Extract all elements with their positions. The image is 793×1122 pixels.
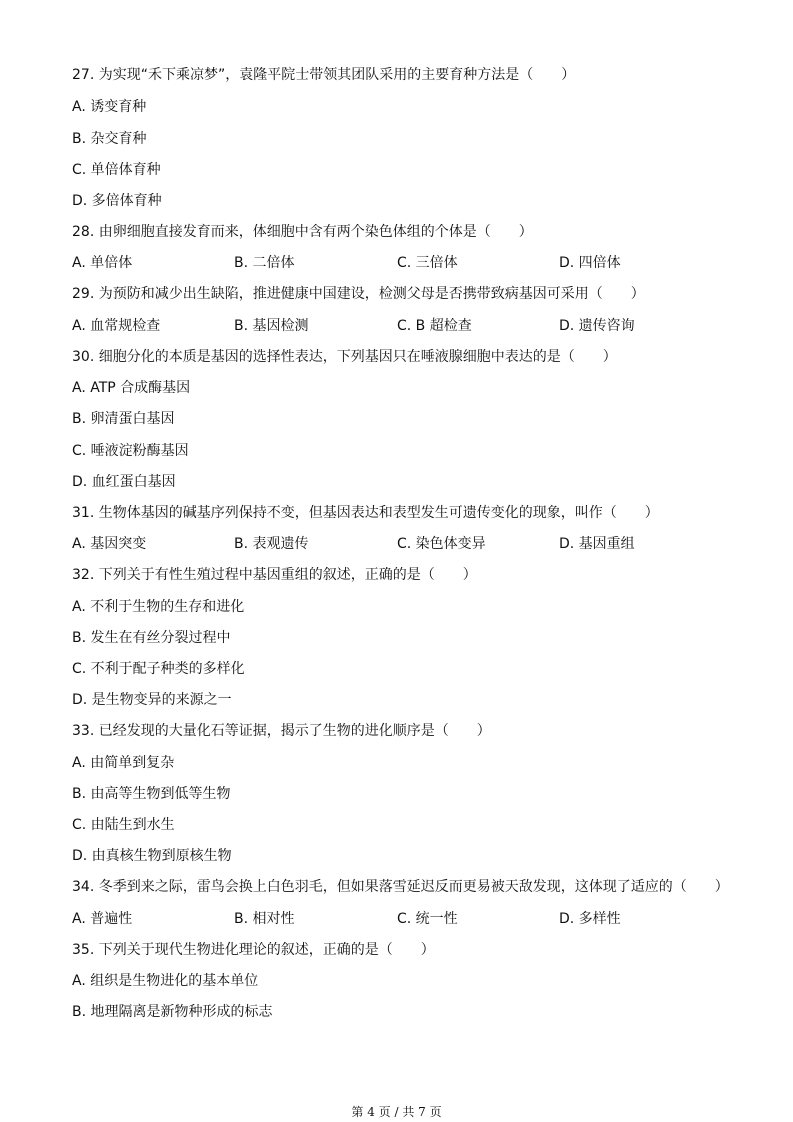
question-27-stem: 27. 为实现“禾下乘凉梦”，袁隆平院士带领其团队采用的主要育种方法是（ ）: [72, 67, 576, 83]
question-27-option-c: C. 单倍体育种: [72, 162, 161, 178]
question-33-option-a: A. 由简单到复杂: [72, 755, 175, 771]
question-34-option-d: D. 多样性: [559, 911, 621, 927]
question-29-option-b: B. 基因检测: [234, 318, 309, 334]
question-30-option-a: A. ATP 合成酶基因: [72, 380, 191, 396]
question-33-option-d: D. 由真核生物到原核生物: [72, 848, 232, 864]
question-31-option-a: A. 基因突变: [72, 536, 147, 552]
question-27-option-b: B. 杂交育种: [72, 131, 147, 147]
question-34-stem: 34. 冬季到来之际，雷鸟会换上白色羽毛，但如果落雪延迟反而更易被天敌发现，这体现了适应的（ ）: [72, 879, 729, 895]
question-32-option-c: C. 不利于配子种类的多样化: [72, 661, 245, 677]
question-28-option-c: C. 三倍体: [397, 255, 458, 271]
question-28-option-d: D. 四倍体: [559, 255, 621, 271]
question-34-option-a: A. 普遍性: [72, 911, 133, 927]
question-33-option-b: B. 由高等生物到低等生物: [72, 786, 231, 802]
question-29-option-d: D. 遗传咨询: [559, 318, 635, 334]
question-35-option-b: B. 地理隔离是新物种形成的标志: [72, 1004, 273, 1020]
question-34-option-c: C. 统一性: [397, 911, 458, 927]
question-32-option-a: A. 不利于生物的生存和进化: [72, 599, 245, 615]
question-28-option-a: A. 单倍体: [72, 255, 133, 271]
question-31-option-c: C. 染色体变异: [397, 536, 486, 552]
question-35-option-a: A. 组织是生物进化的基本单位: [72, 973, 259, 989]
question-30-option-b: B. 卵清蛋白基因: [72, 411, 175, 427]
question-34-option-b: B. 相对性: [234, 911, 295, 927]
question-30-option-c: C. 唾液淀粉酶基因: [72, 443, 189, 459]
question-31-option-d: D. 基因重组: [559, 536, 635, 552]
question-28-stem: 28. 由卵细胞直接发育而来，体细胞中含有两个染色体组的个体是（ ）: [72, 224, 533, 240]
question-32-stem: 32. 下列关于有性生殖过程中基因重组的叙述，正确的是（ ）: [72, 567, 477, 583]
question-31-option-b: B. 表观遗传: [234, 536, 309, 552]
question-35-stem: 35. 下列关于现代生物进化理论的叙述，正确的是（ ）: [72, 942, 435, 958]
question-28-option-b: B. 二倍体: [234, 255, 295, 271]
question-30-stem: 30. 细胞分化的本质是基因的选择性表达，下列基因只在唾液腺细胞中表达的是（ ）: [72, 349, 617, 365]
page-number-footer: 第 4 页 / 共 7 页: [351, 1105, 442, 1119]
question-32-option-b: B. 发生在有丝分裂过程中: [72, 630, 231, 646]
question-33-stem: 33. 已经发现的大量化石等证据，揭示了生物的进化顺序是（ ）: [72, 723, 491, 739]
question-32-option-d: D. 是生物变异的来源之一: [72, 692, 232, 708]
question-29-stem: 29. 为预防和减少出生缺陷，推进健康中国建设，检测父母是否携带致病基因可采用（ ）: [72, 286, 645, 302]
question-29-option-c: C. B 超检查: [397, 318, 472, 334]
question-27-option-d: D. 多倍体育种: [72, 193, 162, 209]
question-27-option-a: A. 诱变育种: [72, 99, 147, 115]
question-29-option-a: A. 血常规检查: [72, 318, 161, 334]
question-33-option-c: C. 由陆生到水生: [72, 817, 175, 833]
question-30-option-d: D. 血红蛋白基因: [72, 474, 176, 490]
question-31-stem: 31. 生物体基因的碱基序列保持不变，但基因表达和表型发生可遗传变化的现象，叫作（ ）: [72, 505, 659, 521]
